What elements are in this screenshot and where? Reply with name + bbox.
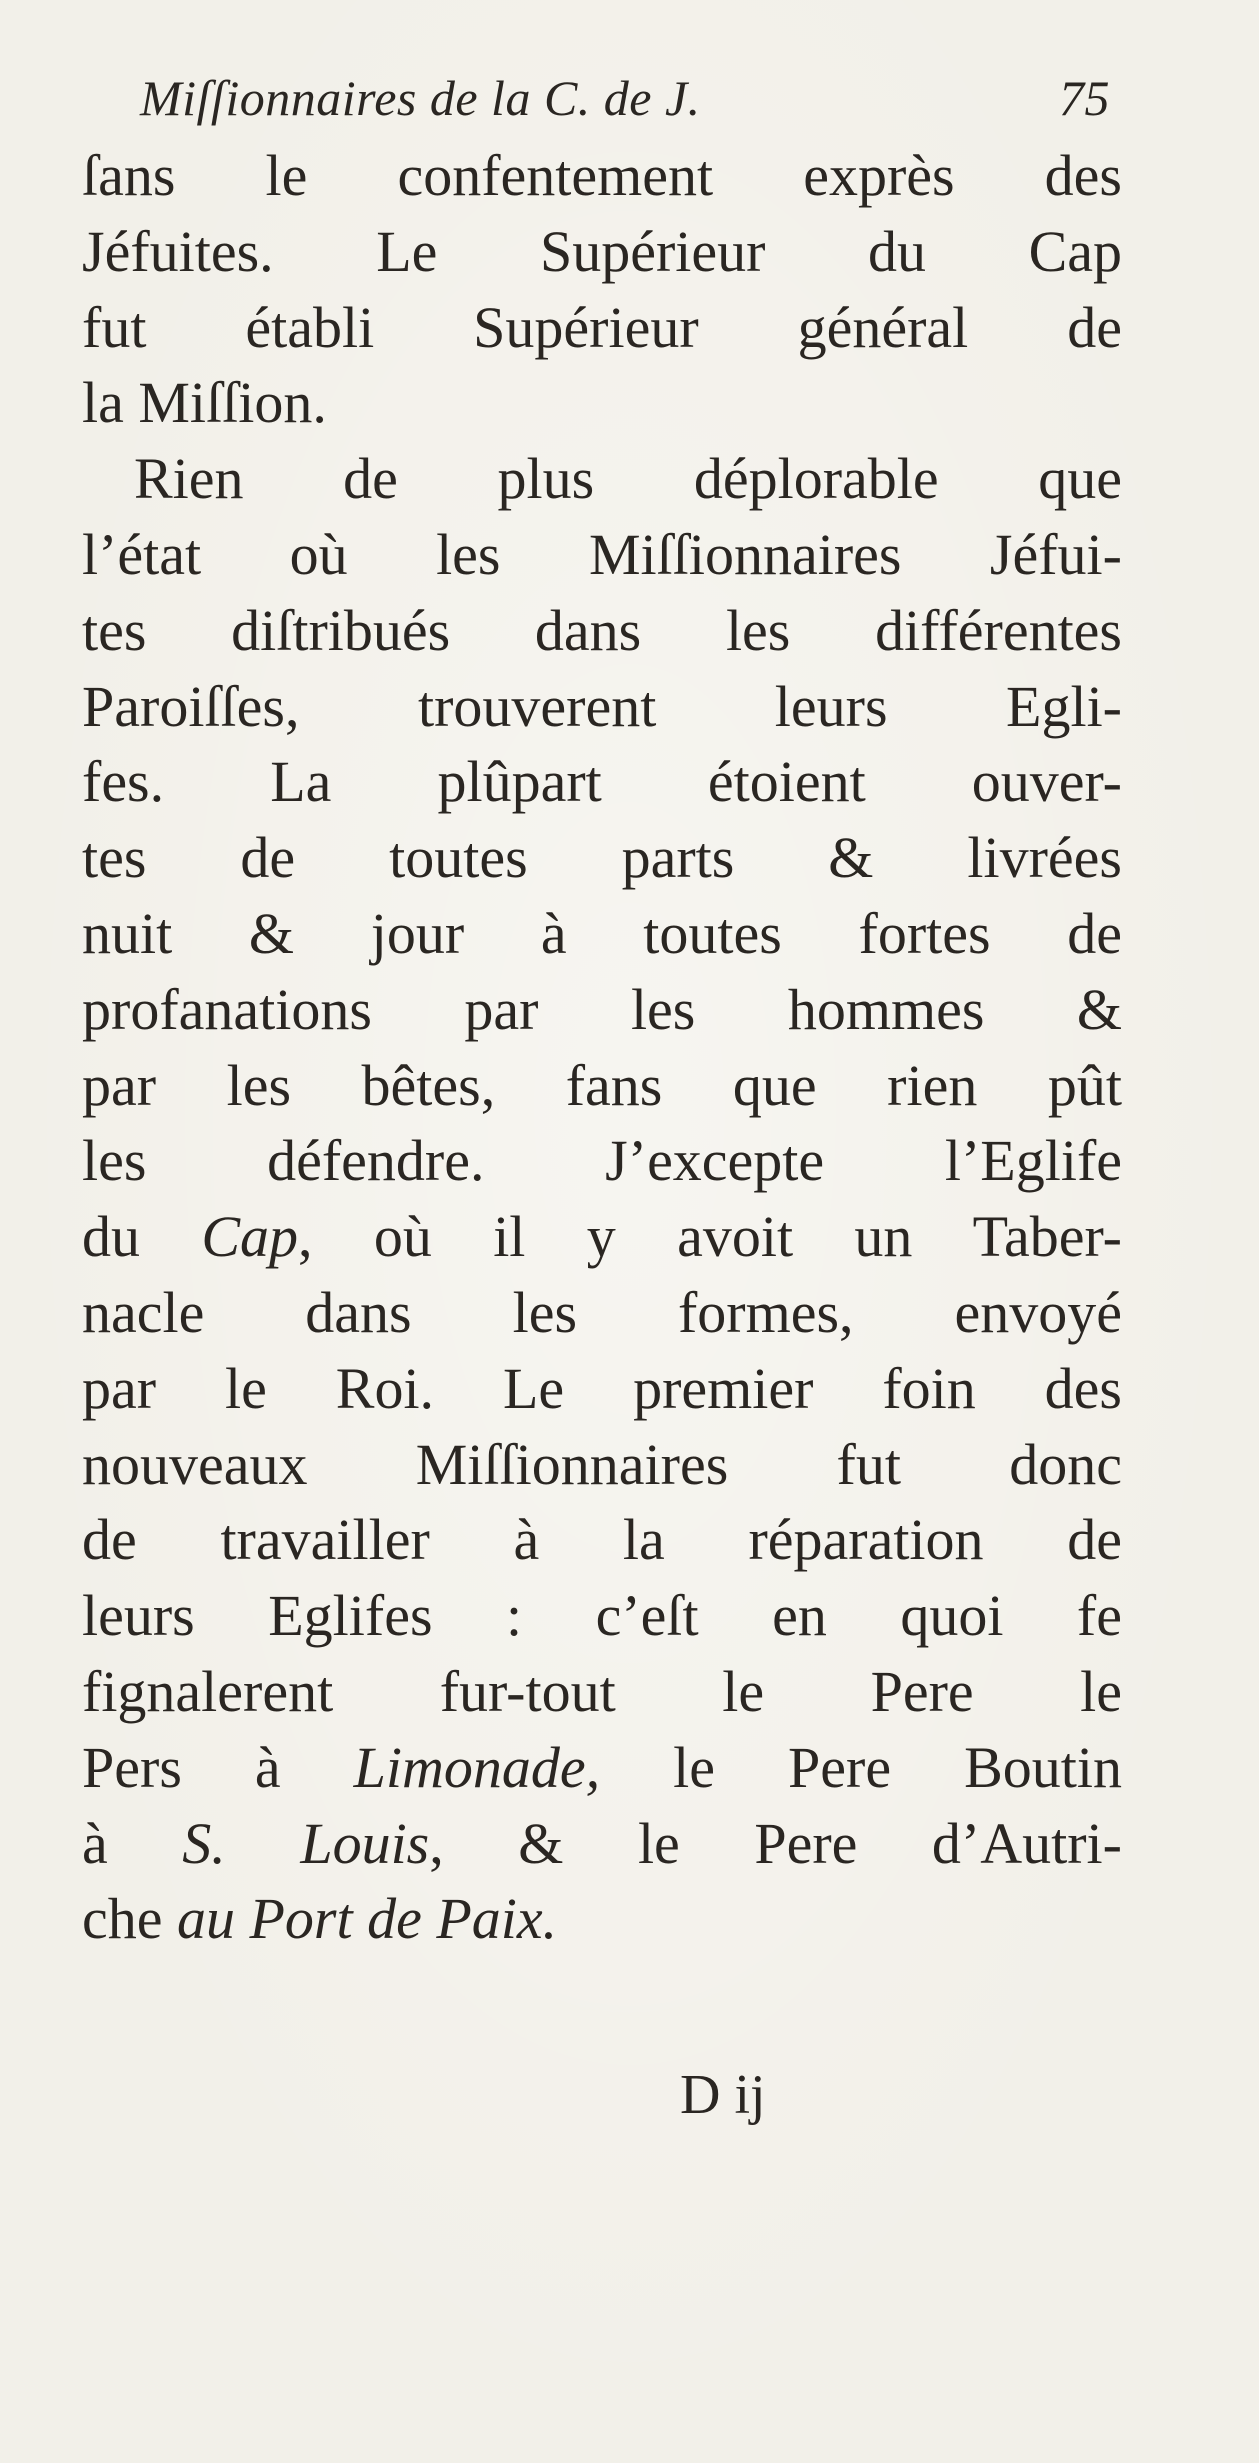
text-line: ſans le confentement exprès des (82, 143, 1122, 208)
text-line: Jéfuites. Le Supérieur du Cap (82, 218, 1122, 284)
text-line: profanations par les hommes & (82, 976, 1122, 1042)
text-line: fut établi Supérieur général de (82, 294, 1122, 360)
text-line: tes de toutes parts & livrées (82, 825, 1122, 891)
page-number: 75 (1059, 70, 1110, 126)
running-head-title: Miſſionnaires de la C. de J. (140, 70, 701, 126)
text-line: par le Roi. Le premier foin des (82, 1355, 1122, 1421)
signature-mark: D ij (680, 2064, 766, 2126)
text-line: l’état où les Miſſionnaires Jéfui- (82, 521, 1122, 587)
running-head (140, 58, 1110, 138)
italic-place-name: S. Louis (182, 1810, 430, 1876)
text-line: les défendre. J’excepte l’Eglife (82, 1128, 1122, 1194)
text-line: par les bêtes, fans que rien pût (82, 1052, 1122, 1118)
text-line (82, 1730, 1122, 1806)
text-line: de travailler à la réparation de (82, 1507, 1122, 1573)
text-line (82, 1806, 1122, 1882)
text-run: du (82, 1204, 202, 1270)
text-line: fes. La plûpart étoient ouver- (82, 749, 1122, 815)
body-text (82, 138, 1122, 1957)
italic-place-name: au Port de Paix. (177, 1886, 558, 1952)
text-line (82, 1199, 1122, 1275)
text-line: tes diſtribués dans les différentes (82, 597, 1122, 663)
italic-place-name: Cap (201, 1204, 299, 1270)
text-line: fignalerent fur-tout le Pere le (82, 1658, 1122, 1724)
text-line: Paroiſſes, trouverent leurs Egli- (82, 673, 1122, 739)
text-run: Pers à (82, 1734, 354, 1800)
text-line: leurs Eglifes : c’eſt en quoi fe (82, 1583, 1122, 1649)
text-line: la Miſſion. (82, 370, 327, 436)
italic-place-name: Limonade, (353, 1734, 601, 1800)
text-line: Rien de plus déplorable que (134, 446, 1122, 512)
text-run: che (82, 1886, 177, 1952)
text-line: nuit & jour à toutes fortes de (82, 900, 1122, 966)
text-line (82, 1881, 1122, 1957)
text-run: , où il y avoit un Taber- (298, 1204, 1122, 1270)
text-run: à (82, 1810, 183, 1876)
text-run: , & le Pere d’Autri- (429, 1810, 1122, 1876)
text-run: le Pere Boutin (600, 1734, 1122, 1800)
text-line: nacle dans les formes, envoyé (82, 1279, 1122, 1345)
text-line: nouveaux Miſſionnaires fut donc (82, 1431, 1122, 1497)
